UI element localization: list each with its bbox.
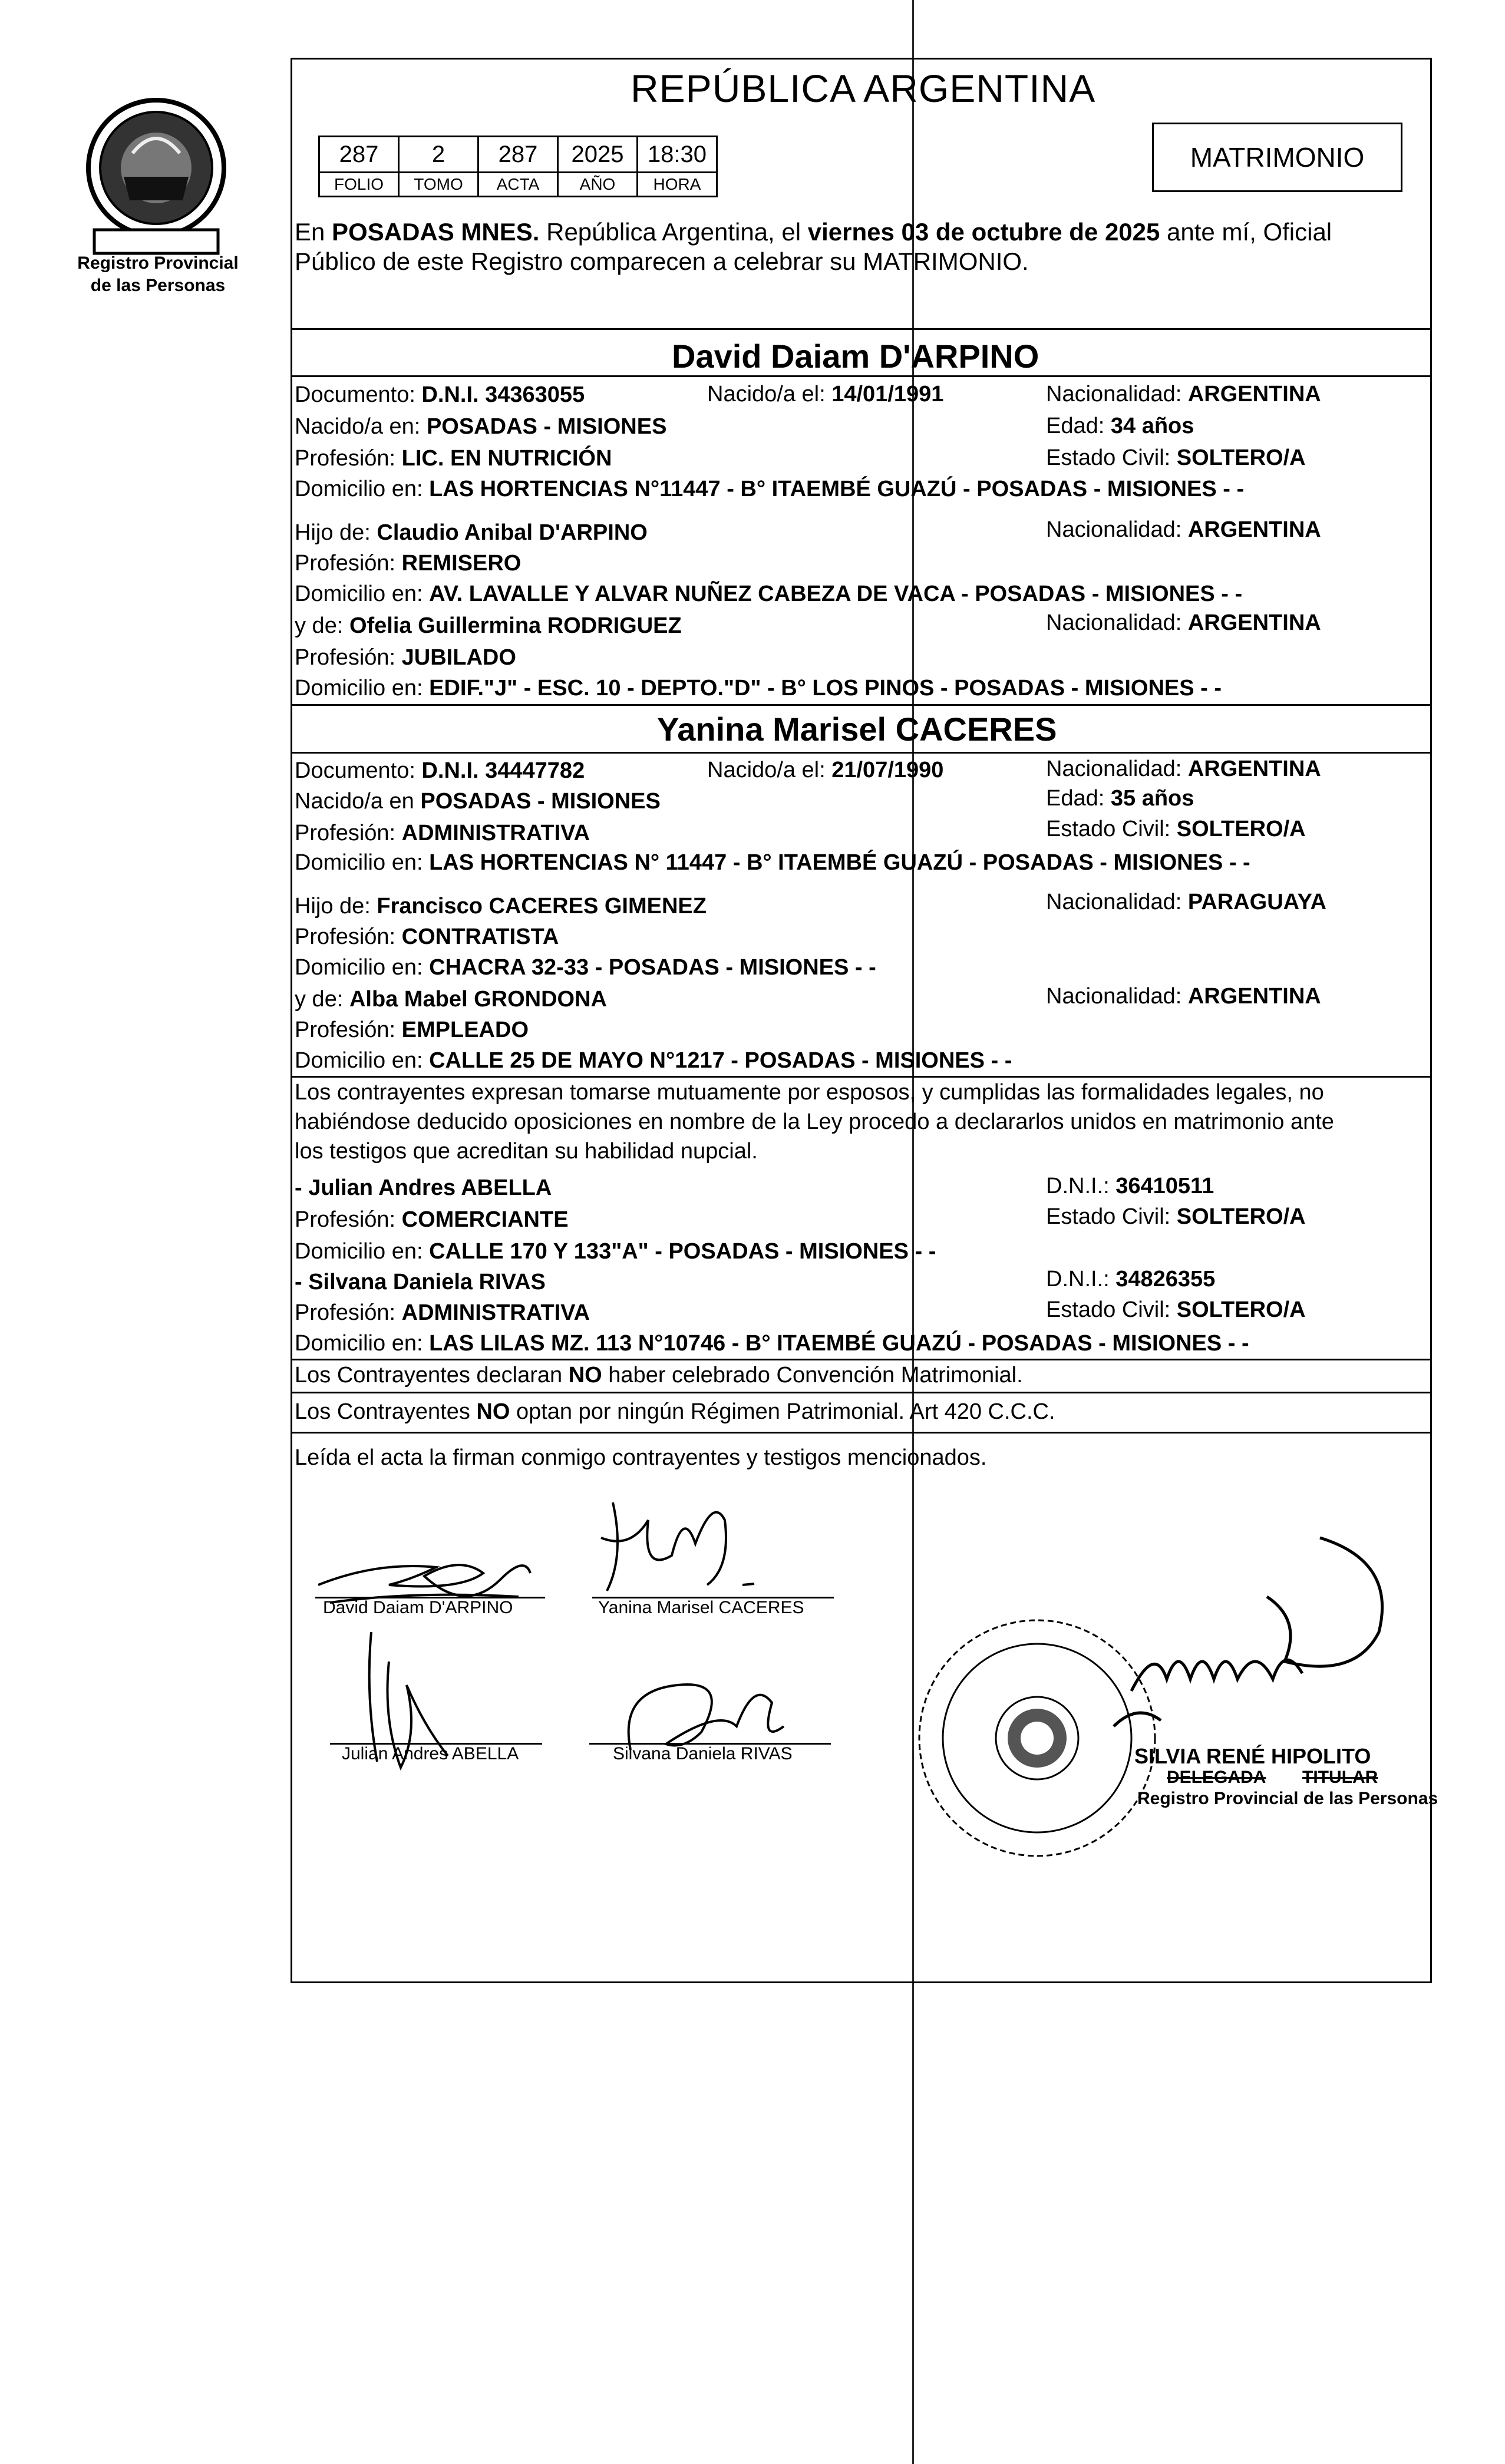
spouse1-age: Edad: 34 años bbox=[1046, 414, 1194, 438]
divider bbox=[291, 1432, 1432, 1434]
spouse2-name: Yanina Marisel CACERES bbox=[657, 711, 1057, 748]
closing-statement: Leída el acta la firman conmigo contrayentes y testigos mencionados. bbox=[295, 1445, 987, 1470]
folio-label: FOLIO bbox=[319, 173, 399, 197]
spouse1-father-profession: Profesión: REMISERO bbox=[295, 551, 522, 576]
spouse2-father-address: Domicilio en: CHACRA 32-33 - POSADAS - MISIONES - - bbox=[295, 955, 876, 980]
witness1-profession: Profesión: COMERCIANTE bbox=[295, 1207, 569, 1232]
year-value: 2025 bbox=[558, 137, 638, 173]
spouse2-mother-address: Domicilio en: CALLE 25 DE MAYO N°1217 - POSADAS - MISIONES - - bbox=[295, 1048, 1012, 1073]
spouse2-nationality: Nacionalidad: ARGENTINA bbox=[1046, 757, 1321, 781]
folio-value: 287 bbox=[319, 137, 399, 173]
signature-scribble-2 bbox=[577, 1485, 778, 1606]
divider bbox=[291, 1359, 1432, 1360]
record-number-table bbox=[318, 136, 718, 197]
spouse1-father-address: Domicilio en: AV. LAVALLE Y ALVAR NUÑEZ CABEZA DE VACA - POSADAS - MISIONES - - bbox=[295, 582, 1243, 606]
declaration-line-2: habiéndose deducido oposiciones en nombre de la Ley procedo a declararlos unidos en matrimonio ante bbox=[295, 1109, 1334, 1134]
spouse1-nationality: Nacionalidad: ARGENTINA bbox=[1046, 382, 1321, 407]
witness1-address: Domicilio en: CALLE 170 Y 133"A" - POSADAS - MISIONES - - bbox=[295, 1239, 936, 1264]
hour-label: HORA bbox=[638, 173, 717, 197]
intro-line-2: Público de este Registro comparecen a celebrar su MATRIMONIO. bbox=[295, 247, 1029, 275]
acta-value: 287 bbox=[478, 137, 558, 173]
spouse1-birthplace: Nacido/a en: POSADAS - MISIONES bbox=[295, 414, 667, 439]
tomo-value: 2 bbox=[399, 137, 478, 173]
convention-statement: Los Contrayentes declaran NO haber celebrado Convención Matrimonial. bbox=[295, 1363, 1023, 1388]
divider bbox=[291, 1392, 1432, 1393]
witness2-profession: Profesión: ADMINISTRATIVA bbox=[295, 1300, 590, 1325]
divider bbox=[291, 704, 1432, 706]
witness2-address: Domicilio en: LAS LILAS MZ. 113 N°10746 - B° ITAEMBÉ GUAZÚ - POSADAS - MISIONES - - bbox=[295, 1331, 1249, 1356]
spouse1-profession: Profesión: LIC. EN NUTRICIÓN bbox=[295, 446, 612, 471]
witness2-name: - Silvana Daniela RIVAS bbox=[295, 1270, 546, 1294]
signature-label-1: David Daiam D'ARPINO bbox=[323, 1598, 513, 1617]
official-office: Registro Provincial de las Personas bbox=[1137, 1789, 1438, 1808]
declaration-line-1: Los contrayentes expresan tomarse mutuamente por esposos, y cumplidas las formalidades legales, no bbox=[295, 1080, 1324, 1105]
spouse1-birthdate: Nacido/a el: 14/01/1991 bbox=[707, 382, 944, 407]
year-label: AÑO bbox=[558, 173, 638, 197]
signature-label-4: Silvana Daniela RIVAS bbox=[613, 1744, 793, 1763]
spouse2-document: Documento: D.N.I. 34447782 bbox=[295, 758, 585, 783]
witness1-dni: D.N.I.: 36410511 bbox=[1046, 1174, 1214, 1198]
spouse1-mother-address: Domicilio en: EDIF."J" - ESC. 10 - DEPTO."D" - B° LOS PINOS - POSADAS - MISIONES - - bbox=[295, 676, 1222, 701]
acta-label: ACTA bbox=[478, 173, 558, 197]
witness1-civil-status: Estado Civil: SOLTERO/A bbox=[1046, 1204, 1306, 1229]
divider bbox=[291, 375, 1432, 377]
signature-label-2: Yanina Marisel CACERES bbox=[598, 1598, 804, 1617]
spouse2-father-nationality: Nacionalidad: PARAGUAYA bbox=[1046, 890, 1326, 914]
intro-line-1: En POSADAS MNES. República Argentina, el viernes 03 de octubre de 2025 ante mí, Oficial bbox=[295, 218, 1332, 246]
spouse2-mother-profession: Profesión: EMPLEADO bbox=[295, 1018, 529, 1042]
certificate-type-box bbox=[1152, 123, 1402, 192]
spouse2-civil-status: Estado Civil: SOLTERO/A bbox=[1046, 817, 1306, 841]
witness1-name: - Julian Andres ABELLA bbox=[295, 1175, 552, 1200]
spouse2-address: Domicilio en: LAS HORTENCIAS N° 11447 - B° ITAEMBÉ GUAZÚ - POSADAS - MISIONES - - bbox=[295, 850, 1250, 875]
spouse2-father-profession: Profesión: CONTRATISTA bbox=[295, 924, 559, 949]
spouse2-birthdate: Nacido/a el: 21/07/1990 bbox=[707, 758, 944, 782]
signature-label-3: Julian Andres ABELLA bbox=[342, 1744, 519, 1763]
country-title: REPÚBLICA ARGENTINA bbox=[631, 67, 1096, 110]
spouse2-mother-nationality: Nacionalidad: ARGENTINA bbox=[1046, 984, 1321, 1009]
spouse1-civil-status: Estado Civil: SOLTERO/A bbox=[1046, 445, 1306, 470]
hour-value: 18:30 bbox=[638, 137, 717, 173]
divider bbox=[291, 752, 1432, 754]
spouse2-profession: Profesión: ADMINISTRATIVA bbox=[295, 821, 590, 845]
certificate-type: MATRIMONIO bbox=[1190, 142, 1365, 173]
spouse1-mother-profession: Profesión: JUBILADO bbox=[295, 645, 516, 670]
property-regime-statement: Los Contrayentes NO optan por ningún Régimen Patrimonial. Art 420 C.C.C. bbox=[295, 1399, 1055, 1424]
spouse1-mother: y de: Ofelia Guillermina RODRIGUEZ bbox=[295, 613, 682, 638]
spouse2-father: Hijo de: Francisco CACERES GIMENEZ bbox=[295, 894, 707, 919]
spouse1-name: David Daiam D'ARPINO bbox=[672, 338, 1039, 375]
spouse1-father: Hijo de: Claudio Anibal D'ARPINO bbox=[295, 520, 648, 545]
spouse2-age: Edad: 35 años bbox=[1046, 786, 1194, 811]
spouse1-father-nationality: Nacionalidad: ARGENTINA bbox=[1046, 517, 1321, 542]
spouse1-mother-nationality: Nacionalidad: ARGENTINA bbox=[1046, 610, 1321, 635]
witness2-civil-status: Estado Civil: SOLTERO/A bbox=[1046, 1297, 1306, 1322]
spouse2-mother: y de: Alba Mabel GRONDONA bbox=[295, 987, 607, 1012]
logo-caption-line1: Registro Provincial bbox=[77, 253, 239, 273]
divider bbox=[291, 328, 1432, 330]
witness2-dni: D.N.I.: 34826355 bbox=[1046, 1267, 1216, 1292]
spouse1-address: Domicilio en: LAS HORTENCIAS N°11447 - B° ITAEMBÉ GUAZÚ - POSADAS - MISIONES - - bbox=[295, 477, 1245, 501]
spouse1-document: Documento: D.N.I. 34363055 bbox=[295, 382, 585, 407]
divider bbox=[291, 1076, 1432, 1078]
logo-caption-line2: de las Personas bbox=[90, 276, 226, 295]
official-role: TITULAR bbox=[1302, 1768, 1378, 1787]
province-seal-logo bbox=[82, 88, 230, 259]
official-name: SILVIA RENÉ HIPOLITO bbox=[1134, 1744, 1371, 1768]
official-role-struck: DELEGADA bbox=[1167, 1768, 1266, 1787]
spouse2-birthplace: Nacido/a en POSADAS - MISIONES bbox=[295, 789, 661, 814]
declaration-line-3: los testigos que acreditan su habilidad nupcial. bbox=[295, 1139, 758, 1164]
tomo-label: TOMO bbox=[399, 173, 478, 197]
